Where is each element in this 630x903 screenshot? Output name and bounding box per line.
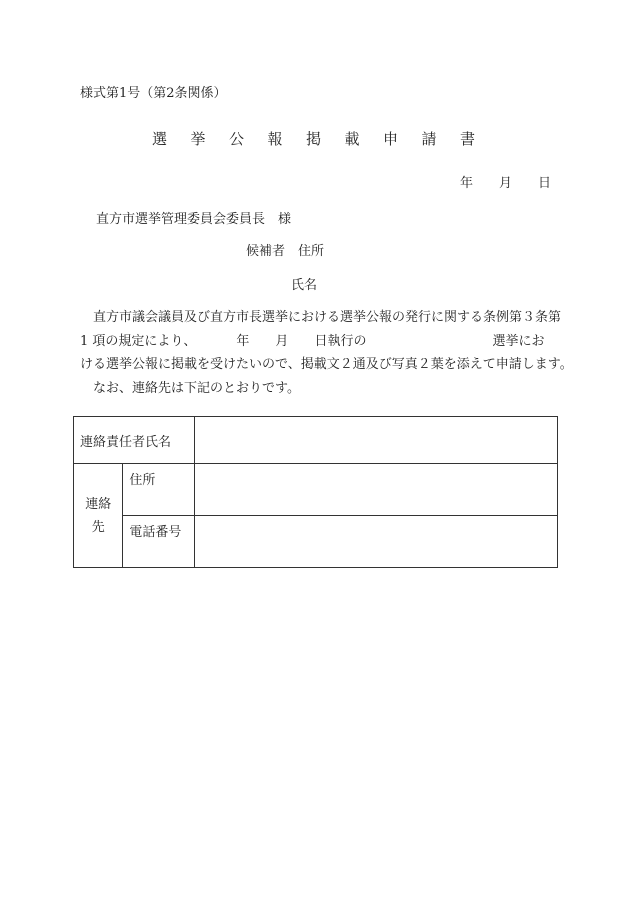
request-body (80, 306, 573, 400)
election-month-label: 月 (275, 333, 289, 349)
date-day: 日 (538, 176, 552, 191)
document-title (152, 128, 499, 149)
table-row (74, 417, 558, 464)
responsible-person-field[interactable] (195, 417, 558, 464)
contact-group-line-1: 連絡 (85, 496, 112, 512)
body-text: 1 項の規定により、 (80, 333, 197, 349)
candidate-name-label: 氏名 (291, 278, 318, 293)
body-line-1 (80, 306, 562, 330)
title-char: 書 (460, 130, 476, 148)
title-char: 申 (383, 130, 399, 148)
body-text: 選挙にお (492, 333, 545, 349)
date-year: 年 (460, 176, 474, 191)
table-row (74, 464, 558, 516)
body-line-4 (80, 377, 554, 401)
contact-phone-label: 電話番号 (123, 516, 195, 568)
contact-phone-field[interactable] (195, 516, 558, 568)
form-number: 様式第1号（第2条関係） (80, 86, 227, 101)
contact-group-line-2: 先 (91, 519, 105, 535)
body-text: 直方市議会議員及び直方市長選挙における選挙公報の発行に関する条例第３条第 (93, 310, 562, 325)
responsible-person-label: 連絡責任者氏名 (74, 417, 195, 464)
title-char: 報 (267, 130, 283, 148)
body-line-3: ける選挙公報に掲載を受けたいので、掲載文２通及び写真２葉を添えて申請します。 (80, 357, 573, 372)
contact-address-label: 住所 (123, 464, 195, 516)
addressee: 直方市選挙管理委員会委員長 様 (96, 212, 292, 227)
table-row (74, 516, 558, 568)
date-month: 月 (499, 176, 513, 191)
title-char: 選 (152, 130, 168, 148)
body-text: なお、連絡先は下記のとおりです。 (93, 380, 300, 396)
title-char: 公 (229, 130, 245, 148)
contact-address-field[interactable] (195, 464, 558, 516)
election-year-label: 年 (236, 333, 250, 349)
body-line-2 (80, 330, 554, 354)
title-char: 請 (421, 130, 437, 148)
contact-table (73, 416, 558, 568)
contact-group-label (74, 464, 123, 568)
title-char: 掲 (306, 130, 322, 148)
title-char: 挙 (190, 130, 206, 148)
candidate-address-label: 候補者 住所 (246, 244, 325, 259)
title-char: 載 (344, 130, 360, 148)
election-day-label: 日執行の (314, 333, 367, 349)
date-line (460, 172, 577, 191)
